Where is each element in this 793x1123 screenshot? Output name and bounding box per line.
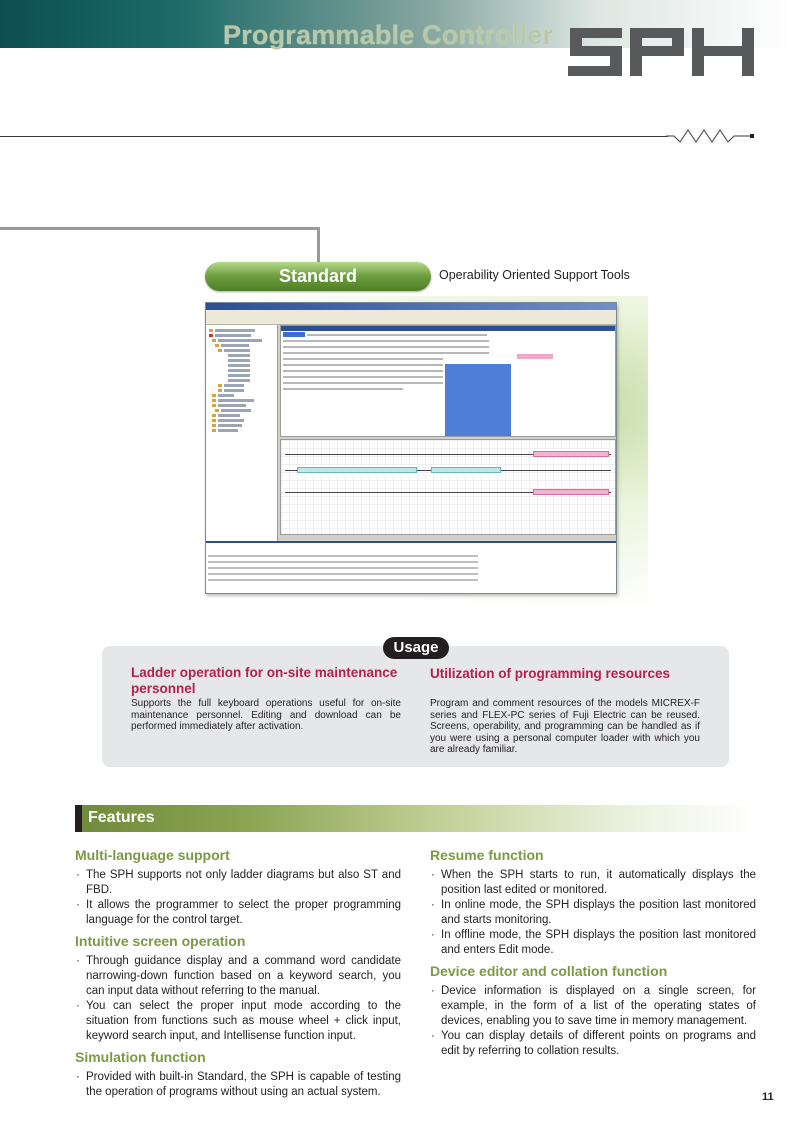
page-number: 11 <box>762 1091 774 1103</box>
feature-bullet: · It allows the programmer to select the proper programming language for the control target. <box>75 898 401 928</box>
screenshot-project-tree <box>206 325 278 541</box>
features-left-column <box>75 847 401 1100</box>
usage-right-heading: Utilization of programming resources <box>430 666 671 681</box>
usage-left-body: Supports the full keyboard operations useful for on-site maintenance personnel. Editing and download can be performed immediately after activation. <box>131 698 401 732</box>
feature-bullet: · In online mode, the SPH displays the position last monitored and starts monitoring. <box>430 898 756 928</box>
feature-bullet: · You can display details of different points on programs and edit by referring to collation results. <box>430 1029 756 1059</box>
header-rule <box>0 136 668 137</box>
features-band-marker <box>75 805 82 832</box>
usage-label: Usage <box>383 637 449 659</box>
feature-bullet: · Provided with built-in Standard, the SPH is capable of testing the operation of programs without using an actual system. <box>75 1070 401 1100</box>
features-band <box>75 805 757 832</box>
feature-heading: Multi-language support <box>75 847 230 863</box>
bracket-line-vertical <box>317 227 320 263</box>
feature-heading: Simulation function <box>75 1049 206 1065</box>
screenshot-toolbar <box>206 316 616 325</box>
screenshot-variable-table <box>280 325 616 437</box>
sph-logo <box>566 26 756 78</box>
feature-bullet: · The SPH supports not only ladder diagrams but also ST and FBD. <box>75 868 401 898</box>
screenshot-ladder-editor <box>280 439 616 535</box>
features-title: Features <box>88 809 155 826</box>
feature-bullet: · Through guidance display and a command word candidate narrowing-down function based on a keyword search, you can input data without referring to the manual. <box>75 954 401 999</box>
zigzag-ornament <box>666 129 760 145</box>
feature-bullet: · You can select the proper input mode according to the situation from functions such as mouse wheel + click input, keyword search input, and Intellisense function input. <box>75 999 401 1044</box>
software-screenshot <box>205 302 617 594</box>
bracket-line <box>0 227 320 230</box>
standard-subtitle: Operability Oriented Support Tools <box>439 268 630 282</box>
standard-label: Standard <box>205 262 431 291</box>
feature-bullet: · Device information is displayed on a single screen, for example, in the form of a list of the operating states of devices, enabling you to save time in memory management. <box>430 984 756 1029</box>
usage-left-heading: Ladder operation for on-site maintenance personnel <box>131 665 398 696</box>
feature-bullet: · When the SPH starts to run, it automatically displays the position last edited or monitored. <box>430 868 756 898</box>
screenshot-message-list <box>206 541 616 594</box>
feature-bullet: · In offline mode, the SPH displays the position last monitored and enters Edit mode. <box>430 928 756 958</box>
usage-right-body: Program and comment resources of the models MICREX-F series and FLEX-PC series of Fuji Electric can be reused. Screens, operability, and programming can be handled as if you were using a personal computer loader with which you are already familiar. <box>430 698 700 755</box>
feature-heading: Intuitive screen operation <box>75 933 246 949</box>
features-right-column <box>430 847 756 1059</box>
page-title: Programmable Controller <box>223 20 554 50</box>
feature-heading: Device editor and collation function <box>430 963 668 979</box>
feature-heading: Resume function <box>430 847 544 863</box>
screenshot-titlebar <box>206 303 616 310</box>
